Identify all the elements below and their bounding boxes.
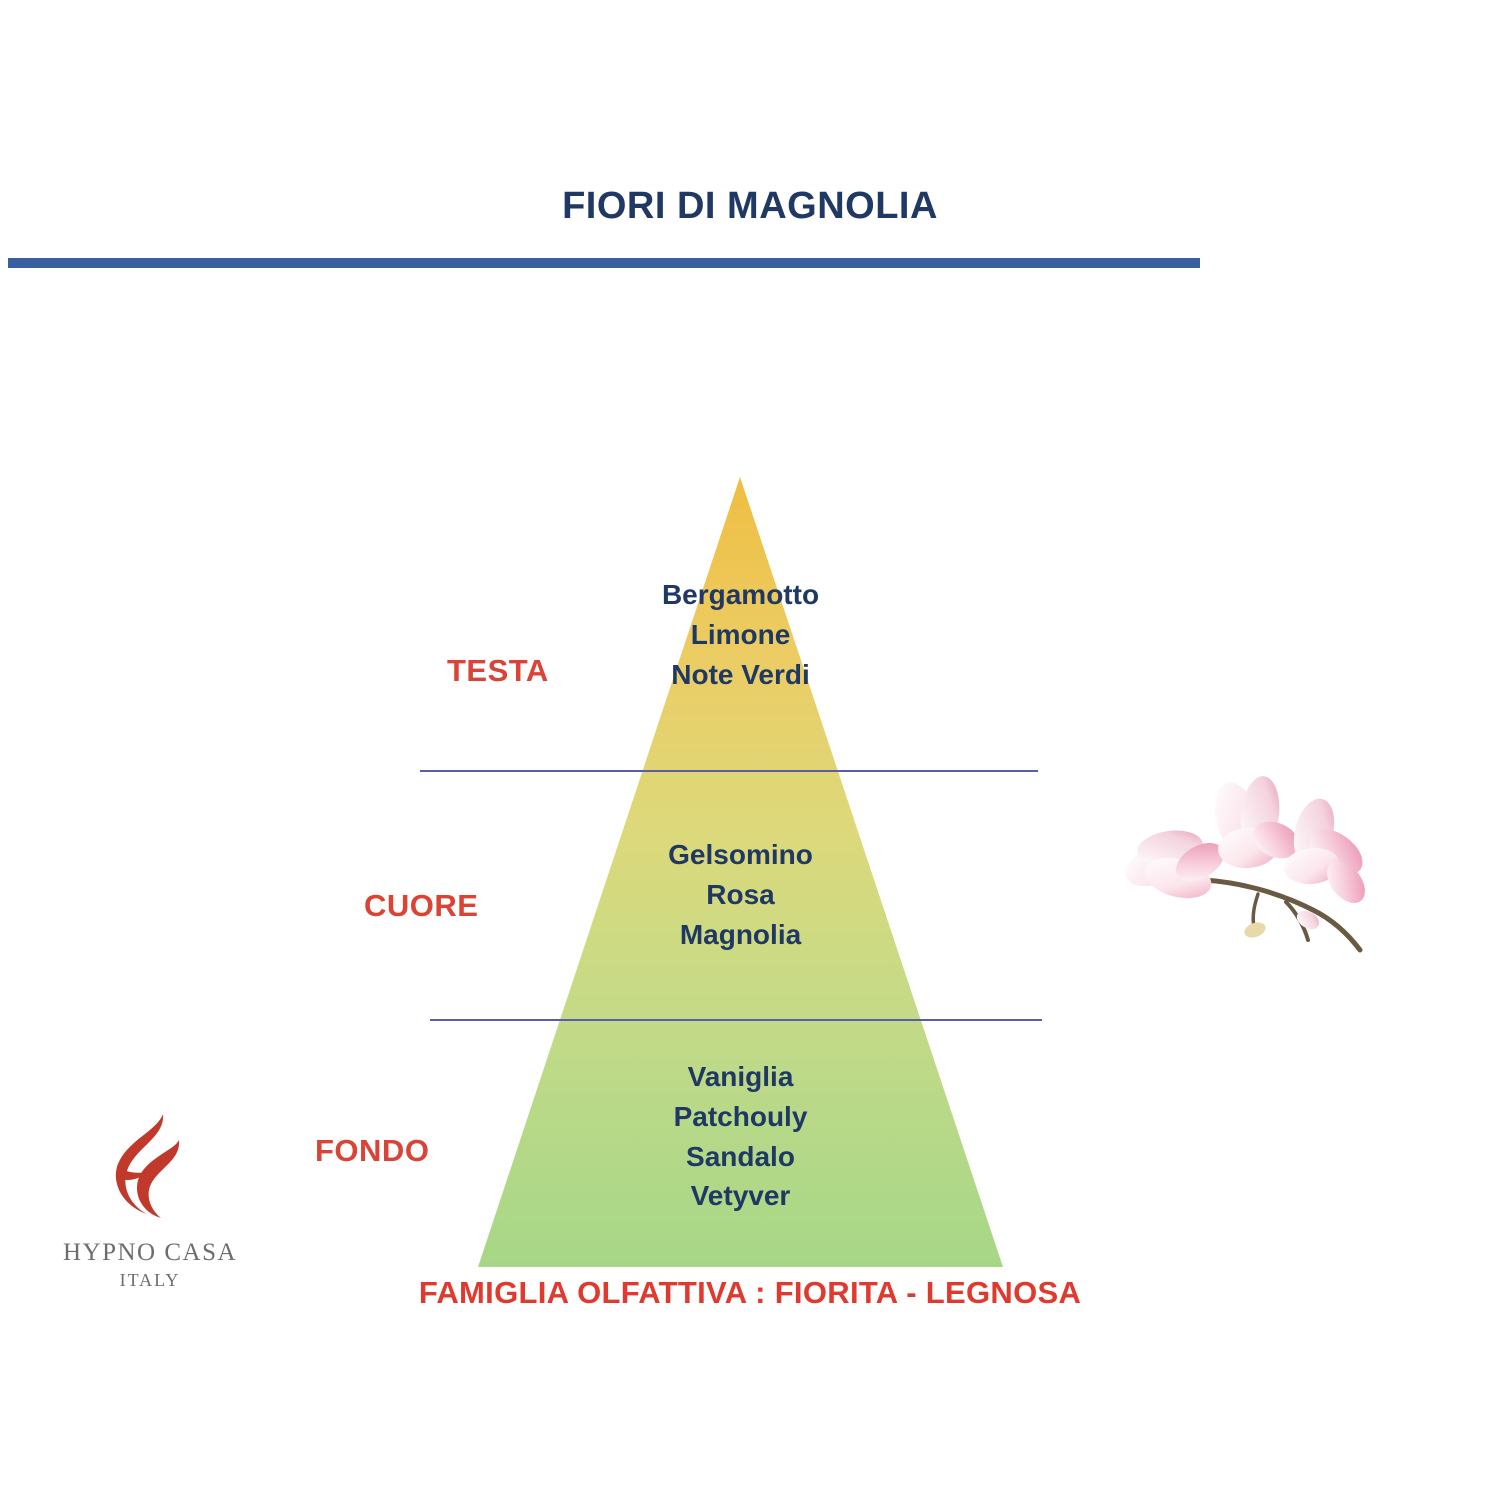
note-item: Magnolia (679, 918, 802, 950)
header-divider-rule (8, 258, 1200, 268)
level-label-cuore: CUORE (364, 888, 479, 923)
notes-list-cuore (478, 835, 1003, 954)
page-title: FIORI DI MAGNOLIA (562, 185, 938, 227)
olfactory-family-line: FAMIGLIA OLFATTIVA : FIORITA - LEGNOSA (418, 1275, 1082, 1310)
notes-list-testa (478, 575, 1003, 694)
notes-list-fondo (478, 1057, 1003, 1216)
hypno-casa-flame-icon (95, 1110, 205, 1235)
note-item: Gelsomino (668, 839, 813, 870)
pyramid-divider-top (420, 770, 1038, 772)
note-item: Sandalo (686, 1140, 795, 1172)
note-item: Rosa (706, 878, 775, 910)
pyramid-divider-bottom (430, 1019, 1042, 1021)
note-item: Vetyver (690, 1180, 791, 1212)
level-label-fondo: FONDO (315, 1133, 430, 1168)
note-item: Limone (690, 618, 791, 650)
note-item: Note Verdi (671, 658, 810, 690)
brand-logo (25, 1110, 275, 1291)
brand-name: HYPNO CASA (62, 1239, 238, 1266)
note-item: Vaniglia (687, 1061, 794, 1092)
note-item: Bergamotto (661, 579, 820, 610)
level-label-testa: TESTA (447, 653, 549, 688)
brand-country: ITALY (119, 1270, 181, 1290)
note-item: Patchouly (673, 1100, 808, 1132)
magnolia-flower-icon (1108, 770, 1383, 985)
